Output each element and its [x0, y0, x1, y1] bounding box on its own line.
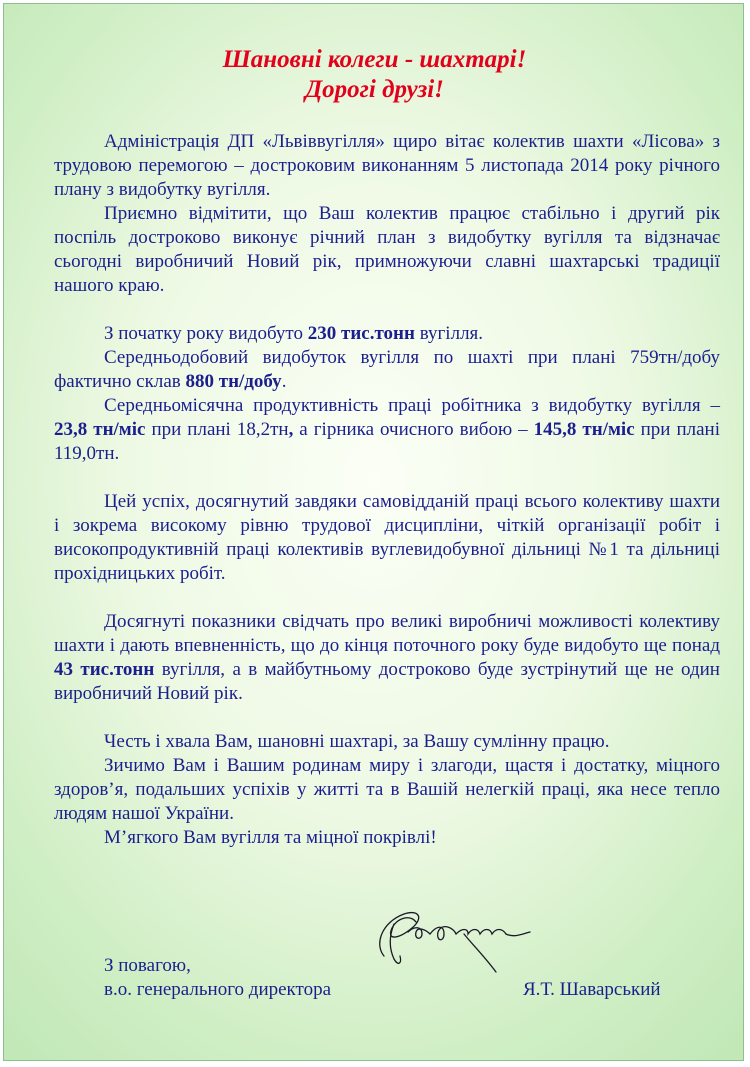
- closing-name: Я.Т. Шаварський: [523, 979, 661, 1000]
- productivity-text-a: Середньомісячна продуктивність праці робітника з видобутку вугілля –: [104, 395, 720, 416]
- paragraph-farewell: М’ягкого Вам вугілля та міцної покрівлі!: [104, 827, 437, 848]
- productivity-comma: ,: [288, 419, 294, 440]
- productivity-text-e: а гірника очисного вибою –: [293, 419, 534, 440]
- productivity-text-c: при плані 18,2тн: [145, 419, 289, 440]
- prospects-text-a: Досягнуті показники свідчать про великі виробничі можливості колективу шахти і дають впевненність, що до кінця поточного року буде видобуто ще понад: [54, 611, 720, 656]
- paragraph-prospects: [54, 610, 720, 706]
- letter-body: [54, 130, 720, 850]
- paragraph-productivity: [54, 394, 720, 466]
- prospects-text-c: вугілля, а в майбутньому достроково буде зустрінутий ще не один виробничий Новий рік.: [54, 659, 720, 704]
- closing-position: в.о. генерального директора: [104, 979, 332, 1000]
- closing-regards: З повагою,: [104, 955, 191, 976]
- heading-line-2: Дорогі друзі!: [305, 76, 444, 103]
- daily-output-text-a: Середньодобовий видобуток вугілля по шахті при плані 759тн/добу фактично склав: [54, 347, 720, 392]
- heading-line-1: Шановні колеги - шахтарі!: [222, 46, 527, 73]
- extraction-text-c: вугілля.: [414, 323, 484, 344]
- prospects-value: 43 тис.тонн: [54, 659, 155, 680]
- paragraph-congratulation: Адміністрація ДП «Львіввугілля» щиро вітає колектив шахти «Лісова» з трудовою перемогою – достроковим виконанням 5 листопада 2014 року річного плану з видобутку вугілля.: [54, 131, 720, 200]
- paragraph-extraction: [54, 322, 720, 346]
- letter-page: [3, 3, 744, 1061]
- paragraph-stability: Приємно відмітити, що Ваш колектив працює стабільно і другий рік поспіль достроково виконує річний план з видобутку вугілля та відзначає сьогодні виробничий Новий рік, примножуючи славні шахтарські традиції нашого краю.: [54, 203, 720, 296]
- extraction-text-a: З початку року видобуто: [104, 323, 308, 344]
- paragraph-wishes: Зичимо Вам і Вашим родинам миру і злагоди, щастя і достатку, міцного здоров’я, подальших успіхів у житті та в Вашій нелегкій праці, яка несе тепло людям нашої України.: [54, 755, 720, 824]
- daily-output-value: 880 тн/добу: [185, 371, 282, 392]
- productivity-worker-value: 23,8 тн/міс: [54, 419, 146, 440]
- extraction-value: 230 тис.тонн: [307, 323, 415, 344]
- signature-image: [364, 904, 564, 974]
- productivity-text-g: при плані 119,0тн.: [54, 419, 721, 464]
- daily-output-text-c: .: [281, 371, 287, 392]
- productivity-miner-value: 145,8 тн/міс: [533, 419, 635, 440]
- paragraph-success: Цей успіх, досягнутий завдяки самовідданій праці всього колективу шахти і зокрема високому рівню трудової дисципліни, чіткій організації робіт і високопродуктивній праці колективів вуглевидобувної дільниці №1 та дільниці прохідницьких робіт.: [54, 491, 720, 584]
- paragraph-daily-output: [54, 346, 720, 394]
- paragraph-honor: Честь і хвала Вам, шановні шахтарі, за Вашу сумлінну працю.: [104, 731, 610, 752]
